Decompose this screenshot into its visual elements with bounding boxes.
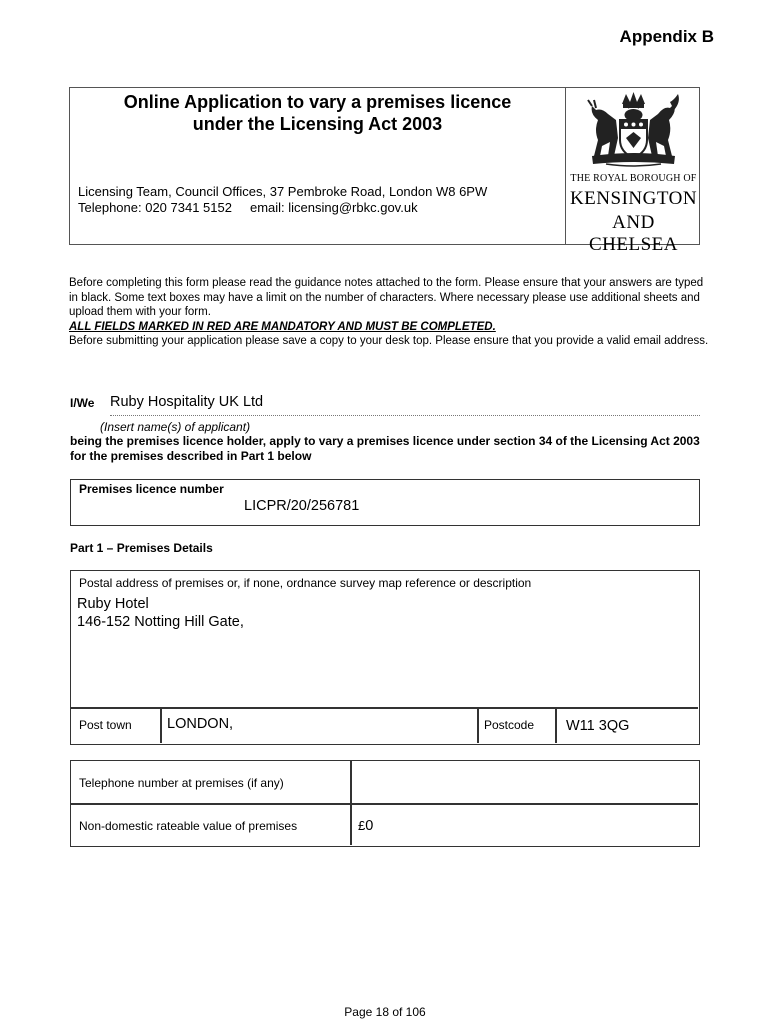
applicant-statement: being the premises licence holder, apply to vary a premises licence under section 34 of the Licensing Act 2003 for the premises described in Part 1 below (70, 434, 700, 463)
applicant-hint: (Insert name(s) of applicant) (100, 420, 251, 434)
contact-telephone: Telephone: 020 7341 5152 (78, 200, 232, 215)
mandatory-notice: ALL FIELDS MARKED IN RED ARE MANDATORY AND MUST BE COMPLETED. (69, 320, 496, 333)
telephone-field[interactable] (358, 774, 688, 792)
rateable-value-label: Non-domestic rateable value of premises (79, 819, 298, 833)
licence-number-box (70, 479, 700, 526)
contact-address: Licensing Team, Council Offices, 37 Pembroke Road, London W8 6PW (78, 184, 488, 199)
rateable-value-field[interactable] (358, 818, 373, 834)
details-row-divider (71, 803, 698, 805)
currency-symbol: £ (358, 818, 366, 833)
address-line-2: 146-152 Notting Hill Gate, (77, 614, 244, 630)
intro-text (69, 276, 709, 349)
address-field[interactable] (77, 595, 244, 631)
title-line-2: under the Licensing Act 2003 (192, 114, 443, 134)
premises-details-table (70, 760, 700, 847)
postcode-divider-left (477, 707, 479, 743)
rateable-value: 0 (365, 818, 374, 834)
post-town-field[interactable]: LONDON, (167, 716, 234, 732)
title-line-1: Online Application to vary a premises licence (123, 92, 512, 112)
licence-number-field[interactable]: LICPR/20/256781 (244, 498, 360, 514)
address-label: Postal address of premises or, if none, ordnance survey map reference or description (79, 576, 532, 590)
header-box (69, 87, 700, 255)
applicant-label: I/We (70, 396, 95, 410)
postcode-label: Postcode (484, 718, 535, 732)
post-town-divider (160, 707, 162, 743)
form-title (70, 91, 565, 135)
logo-line-3: AND CHELSEA (589, 212, 678, 255)
intro-paragraph-2: Before submitting your application please save a copy to your desk top. Please ensure that you provide a valid email address. (69, 335, 709, 348)
address-row-divider (71, 707, 698, 709)
logo-line-1: THE ROYAL BOROUGH OF (570, 173, 697, 184)
intro-paragraph-1: Before completing this form please read the guidance notes attached to the form. Please ensure that your answers are typed in black. Some text boxes may have a limit on the number of characters. Where necessary please use additional sheets and upload them with your form. (69, 277, 704, 319)
contact-email: email: licensing@rbkc.gov.uk (249, 200, 418, 215)
address-line-1: Ruby Hotel (77, 596, 149, 612)
applicant-dotted-line (110, 415, 700, 416)
council-logo (566, 88, 701, 255)
telephone-label: Telephone number at premises (if any) (79, 776, 284, 790)
contact-details (78, 184, 487, 216)
contact-phone-email (78, 200, 487, 216)
page-number: Page 18 of 106 (344, 1005, 426, 1019)
applicant-name-field[interactable]: Ruby Hospitality UK Ltd (110, 394, 264, 410)
post-town-label: Post town (79, 718, 132, 732)
part1-heading: Part 1 – Premises Details (70, 541, 213, 555)
postcode-divider-right (555, 707, 557, 743)
licence-number-label: Premises licence number (79, 482, 224, 496)
coat-of-arms-icon (586, 90, 681, 168)
appendix-label: Appendix B (619, 27, 714, 46)
premises-address-box (70, 570, 700, 745)
postcode-field[interactable]: W11 3QG (566, 718, 630, 734)
logo-line-2: KENSINGTON (569, 188, 698, 209)
